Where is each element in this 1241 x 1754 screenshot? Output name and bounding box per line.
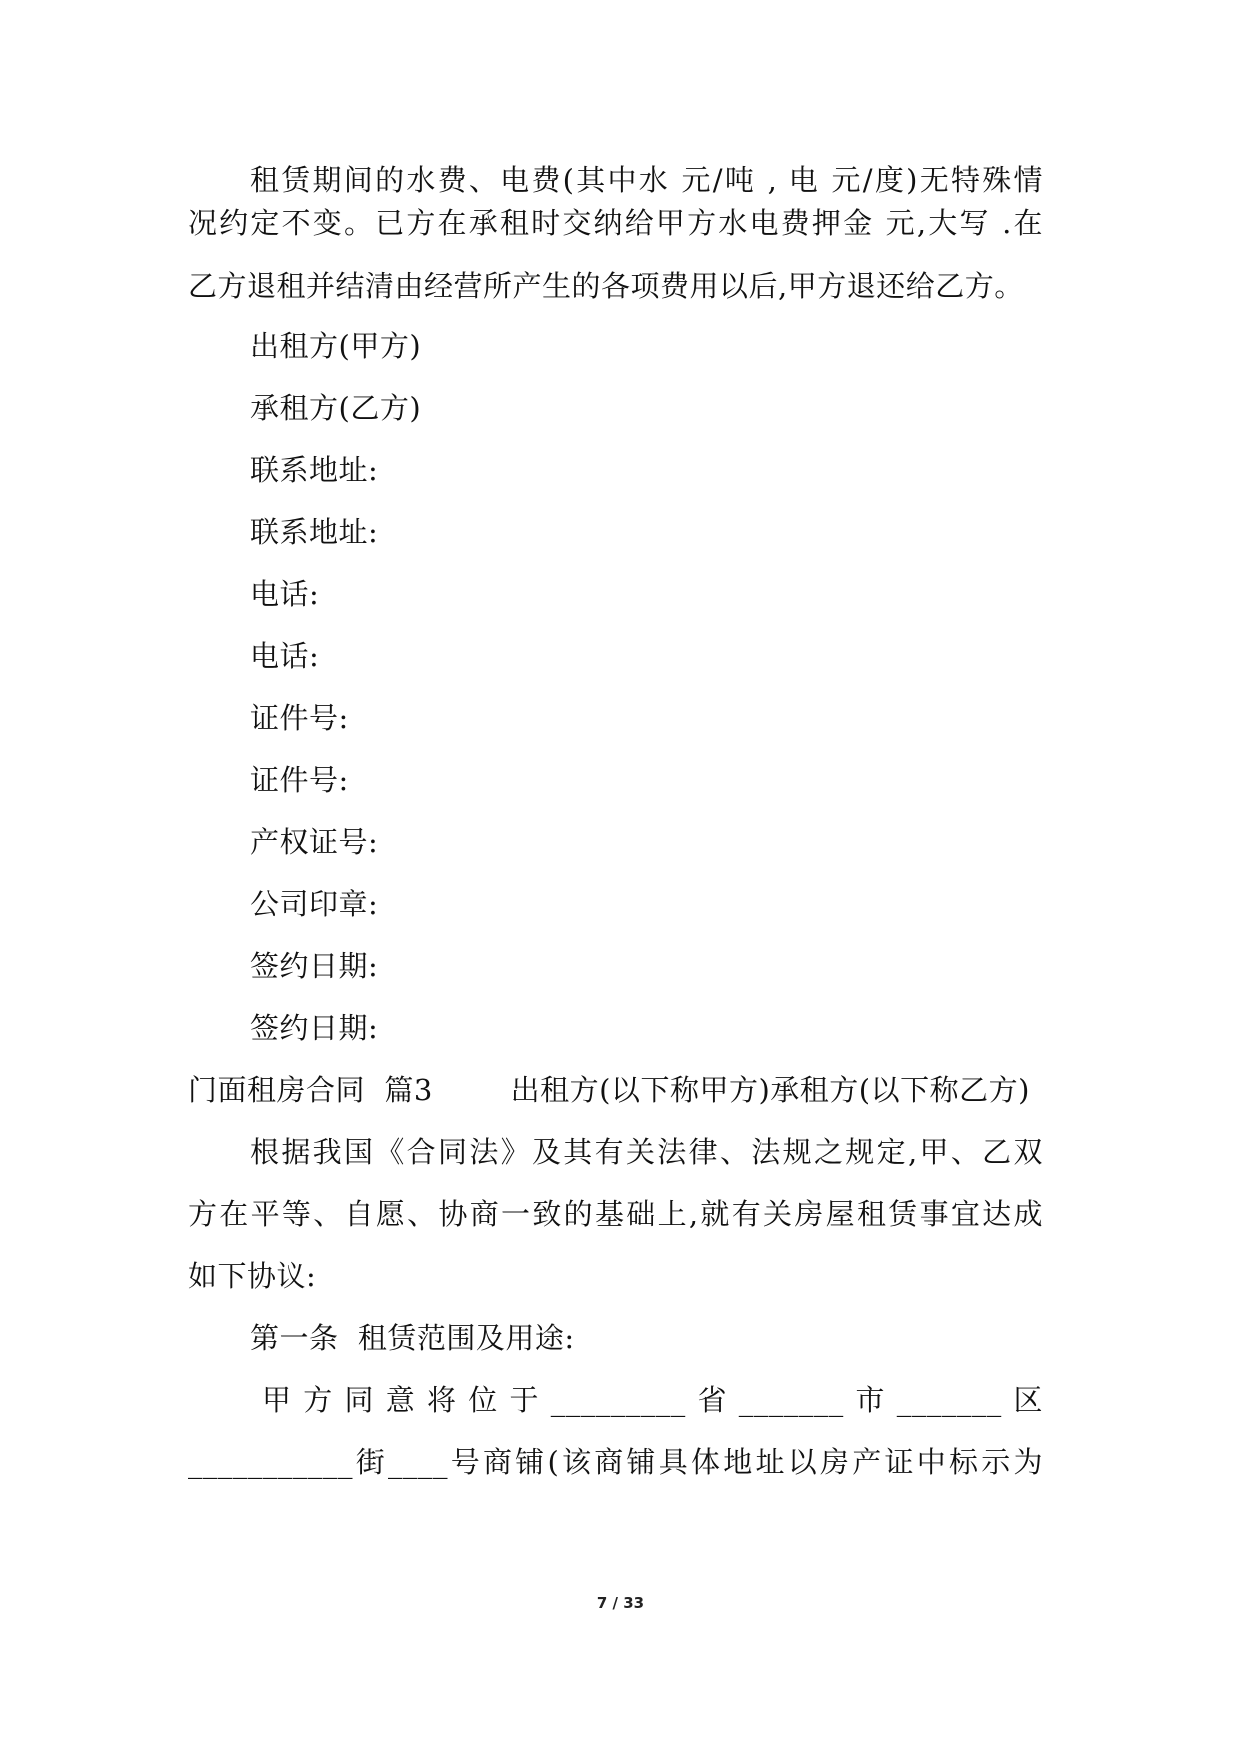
page-number: 7 / 33 [596,1594,645,1612]
id-number-label: 证件号: [250,763,349,797]
id-number-label: 证件号: [250,701,349,735]
paragraph-line-4: 根据我国《合同法》及其有关法律、法规之规定,甲、乙双 [250,1135,1043,1169]
paragraph-line-5: 方在平等、自愿、协商一致的基础上,就有关房屋租赁事宜达成 [188,1197,1043,1231]
section-heading: 门面租房合同 篇3 出租方(以下称甲方)承租方(以下称乙方) [188,1073,1030,1107]
paragraph-line-7: 甲方同意将位于_________省_______市_______区 [262,1383,1043,1417]
contact-address-label: 联系地址: [250,453,379,487]
phone-label: 电话: [250,639,320,673]
signing-date-label: 签约日期: [250,1011,379,1045]
paragraph-line-3: 乙方退租并结清由经营所产生的各项费用以后,甲方退还给乙方。 [188,269,1024,303]
company-seal-label: 公司印章: [250,887,379,921]
article-heading: 第一条 租赁范围及用途: [250,1321,575,1355]
signing-date-label: 签约日期: [250,949,379,983]
lessor-label: 出租方(甲方) [250,329,422,363]
contact-address-label: 联系地址: [250,515,379,549]
paragraph-line-6: 如下协议: [188,1259,317,1293]
phone-label: 电话: [250,577,320,611]
property-cert-label: 产权证号: [250,825,379,859]
paragraph-line-8: ___________街____号商铺(该商铺具体地址以房产证中标示为 [188,1445,1043,1479]
paragraph-line-2: 况约定不变。已方在承租时交纳给甲方水电费押金 元,大写 .在 [188,206,1043,240]
lessee-label: 承租方(乙方) [250,391,422,425]
paragraph-line-1: 租赁期间的水费、电费(其中水 元/吨 , 电 元/度)无特殊情 [250,163,1043,197]
